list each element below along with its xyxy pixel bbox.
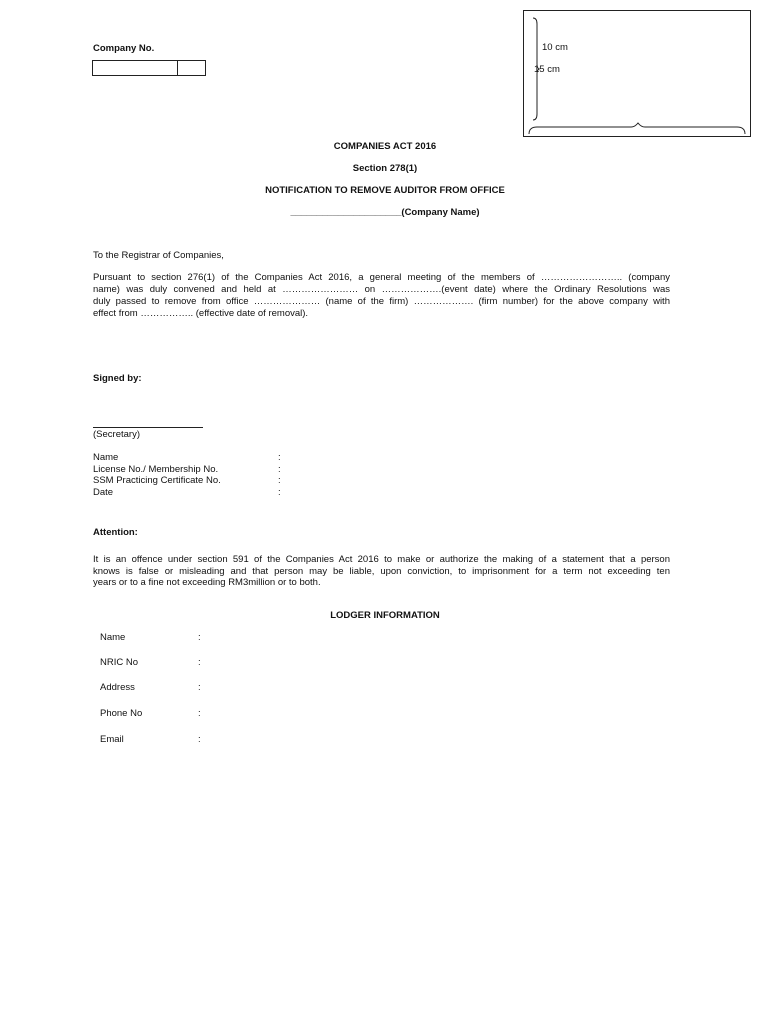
sig-field-license-colon: : — [278, 463, 281, 475]
paragraph-line: effect from …………….. (effective date of removal). — [93, 308, 309, 319]
company-no-label: Company No. — [93, 43, 155, 54]
company-no-field[interactable] — [92, 60, 206, 76]
sig-field-date-label: Date — [93, 486, 114, 498]
signature-line[interactable] — [93, 427, 203, 428]
stamp-width-label: 10 cm — [542, 42, 568, 53]
lodger-nric-label: NRIC No — [100, 657, 139, 668]
sig-field-name-colon: : — [278, 452, 281, 463]
stamp-height-label: 15 cm — [534, 64, 560, 75]
company-name-line: _____________________(Company Name) — [290, 207, 480, 218]
sig-field-ssm-colon: : — [278, 475, 281, 486]
sig-field-date-colon: : — [278, 486, 281, 498]
paragraph-line: duly passed to remove from office ………………… (name of the firm) ………………. (firm number) for the above company with — [93, 296, 670, 307]
lodger-heading: LODGER INFORMATION — [330, 610, 440, 621]
secretary-label: (Secretary) — [93, 429, 140, 440]
lodger-address-label: Address — [100, 682, 135, 693]
signed-by-label: Signed by: — [93, 373, 142, 384]
lodger-name-label: Name — [100, 632, 126, 643]
sig-field-ssm-label: SSM Practicing Certificate No. — [93, 475, 221, 486]
attention-line: knows is false or misleading and that person may be liable, upon conviction, to imprisonment for a term not exceeding ten — [93, 565, 670, 577]
attention-heading: Attention: — [93, 527, 138, 538]
paragraph-line: name) was duly convened and held at …………………… on ……………….(event date) where the Ordinary Resolutions was — [93, 284, 670, 295]
attention-line: years or to a fine not exceeding RM3million or to both. — [93, 577, 321, 588]
sig-field-license-label: License No./ Membership No. — [93, 463, 219, 475]
paragraph-line: Pursuant to section 276(1) of the Companies Act 2016, a general meeting of the members of …………………….. (company — [93, 272, 670, 283]
notification-title: NOTIFICATION TO REMOVE AUDITOR FROM OFFICE — [265, 185, 505, 196]
lodger-phone-label: Phone No — [100, 708, 143, 719]
company-no-divider — [177, 61, 178, 75]
attention-line: It is an offence under section 591 of the Companies Act 2016 to make or authorize the making of a statement that a person — [93, 554, 670, 565]
act-title: COMPANIES ACT 2016 — [333, 141, 437, 152]
attention-paragraph — [93, 554, 670, 589]
sig-field-name-label: Name — [93, 452, 119, 463]
lodger-name-colon: : — [198, 632, 201, 643]
lodger-address-colon: : — [198, 682, 201, 693]
lodger-phone-colon: : — [198, 708, 201, 719]
lodger-nric-colon: : — [198, 657, 201, 668]
salutation: To the Registrar of Companies, — [93, 250, 224, 261]
lodger-email-colon: : — [198, 734, 201, 745]
lodger-email-label: Email — [100, 734, 124, 745]
section-title: Section 278(1) — [352, 163, 418, 174]
main-paragraph — [93, 272, 670, 320]
